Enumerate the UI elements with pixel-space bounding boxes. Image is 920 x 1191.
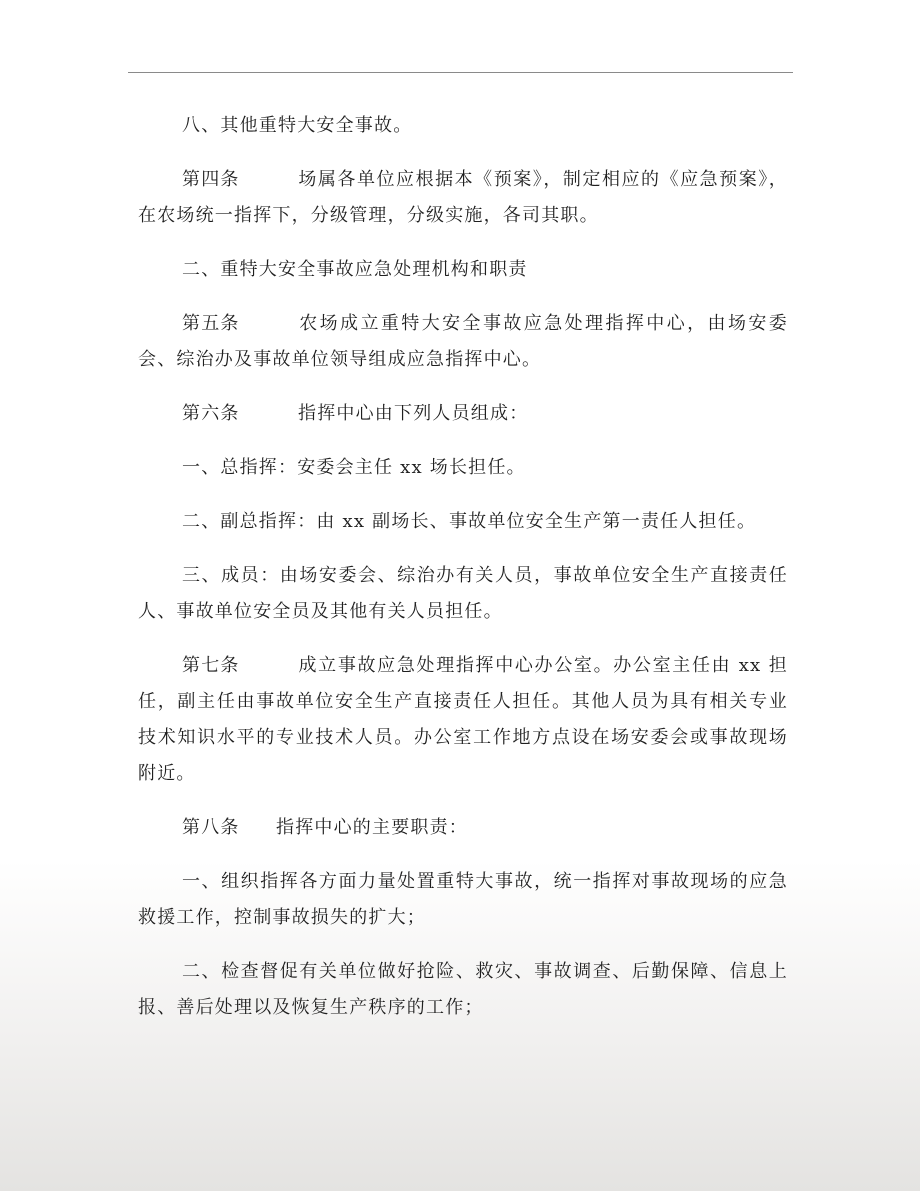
paragraph <box>138 396 788 432</box>
paragraph <box>138 558 788 630</box>
paragraph-text: 二、重特大安全事故应急处理机构和职责 <box>182 259 528 280</box>
paragraph-text: 指挥中心的主要职责： <box>276 817 468 838</box>
paragraph-text: 成立事故应急处理指挥中心办公室。办公室主任由 xx 担任，副主任由事故单位安全生产直接责任人担任。其他人员为具有相关专业技术知识水平的专业技术人员。办公室工作地方点设在场安委会或事故现场附近。 <box>138 655 788 784</box>
paragraph <box>138 450 788 486</box>
article-label: 第六条 <box>182 403 240 424</box>
paragraph <box>138 162 788 234</box>
paragraph-text: 二、副总指挥：由 xx 副场长、事故单位安全生产第一责任人担任。 <box>182 511 757 532</box>
paragraph-text: 农场成立重特大安全事故应急处理指挥中心，由场安委会、综治办及事故单位领导组成应急指挥中心。 <box>138 313 788 370</box>
paragraph <box>138 864 788 936</box>
paragraph <box>138 108 788 144</box>
paragraph <box>138 810 788 846</box>
paragraph-text: 一、组织指挥各方面力量处置重特大事故，统一指挥对事故现场的应急救援工作，控制事故损失的扩大； <box>138 871 788 928</box>
article-label: 第八条 <box>182 817 240 838</box>
paragraph-text: 八、其他重特大安全事故。 <box>182 115 413 136</box>
paragraph-text: 场属各单位应根据本《预案》，制定相应的《应急预案》，在农场统一指挥下，分级管理，分级实施，各司其职。 <box>138 169 788 226</box>
paragraph-text: 三、成员：由场安委会、综治办有关人员，事故单位安全生产直接责任人、事故单位安全员及其他有关人员担任。 <box>138 565 788 622</box>
article-label: 第七条 <box>182 655 240 676</box>
paragraph <box>138 306 788 378</box>
paragraph-text: 指挥中心由下列人员组成： <box>298 403 529 424</box>
paragraph <box>138 504 788 540</box>
article-label: 第四条 <box>182 169 240 190</box>
article-label: 第五条 <box>182 313 240 334</box>
document-body <box>138 108 788 1044</box>
paragraph-text: 一、总指挥：安委会主任 xx 场长担任。 <box>182 457 526 478</box>
header-rule <box>128 72 793 73</box>
paragraph <box>138 954 788 1026</box>
section-heading <box>138 252 788 288</box>
paragraph <box>138 648 788 792</box>
paragraph-text: 二、检查督促有关单位做好抢险、救灾、事故调查、后勤保障、信息上报、善后处理以及恢复生产秩序的工作； <box>138 961 788 1018</box>
